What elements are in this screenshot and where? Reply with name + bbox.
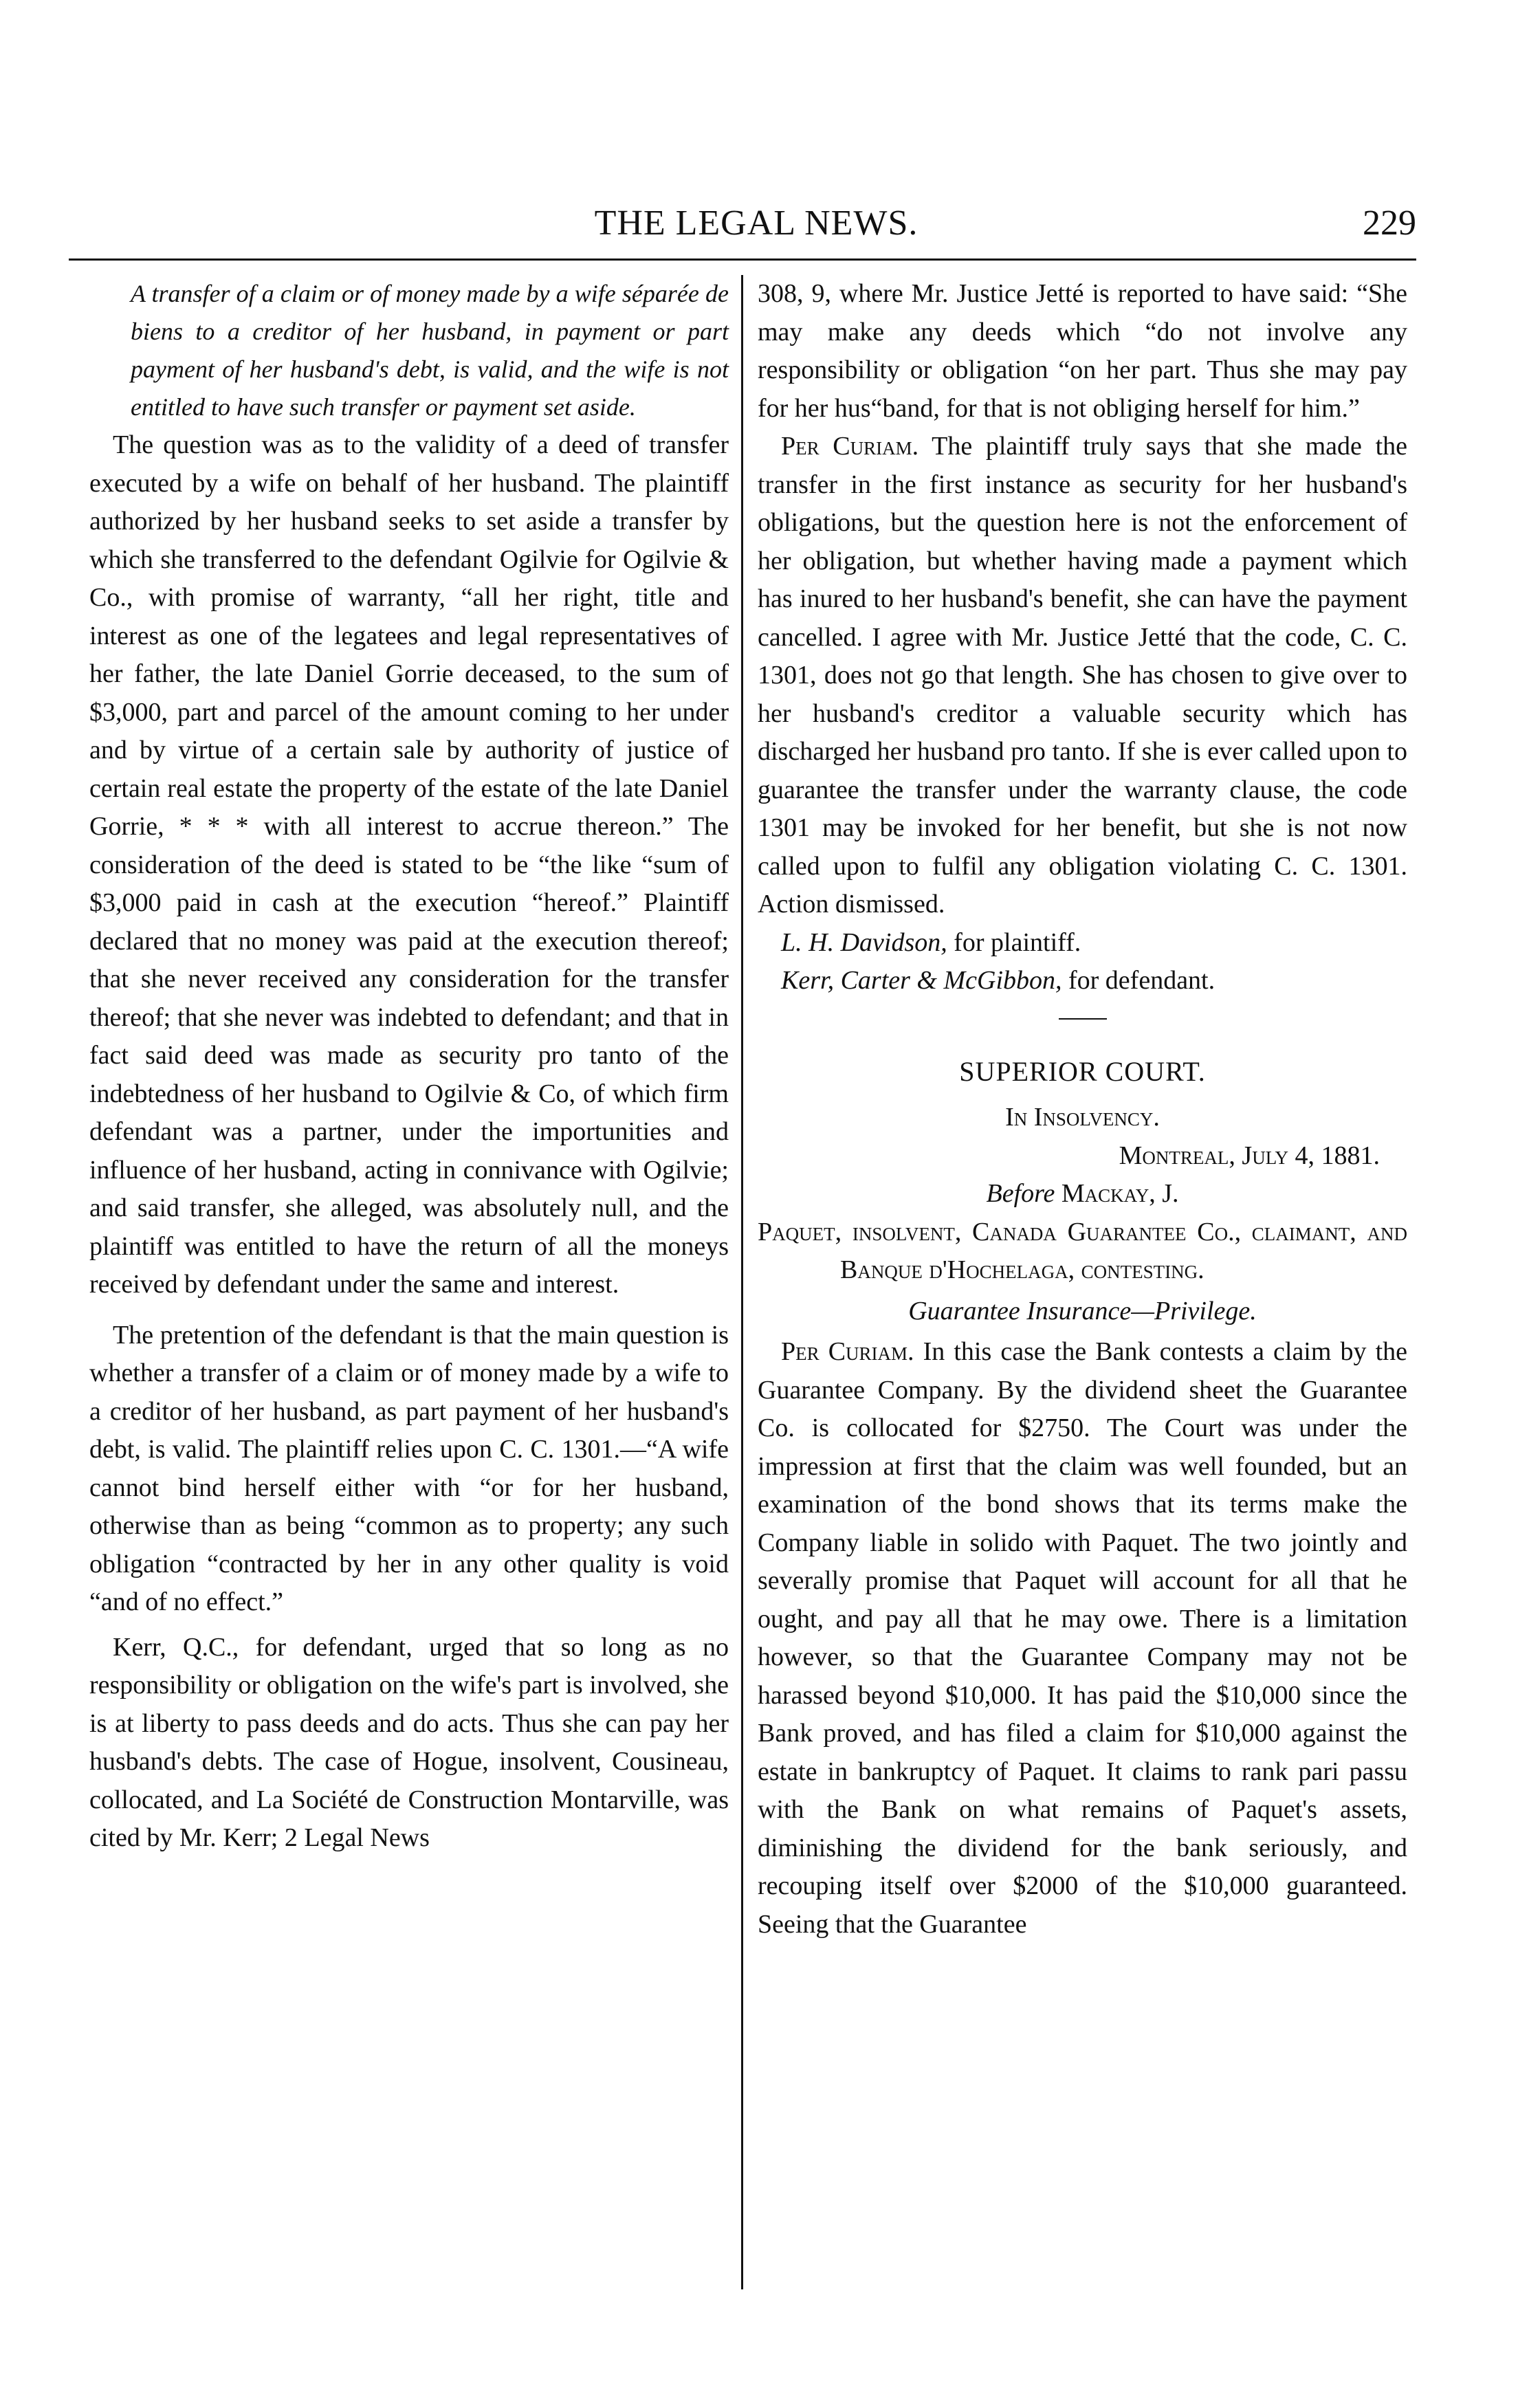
paragraph-text: In this case the Bank contests a claim by the Guarantee Company. By the dividend sheet the Guarantee Co. is collocated for $2750. The Court was under the impression at first that the claim was well founded, but an examination of the bond shows that its terms make the Company liable in solido with Paquet. The two jointly and severally promise that Paquet will account for all that he ought, and pay all that he may owe. There is a limitation however, so that the Guarantee Company may not be harassed beyond $10,000. It has paid the $10,000 since the Bank proved, and has filed a claim for $10,000 against the estate in bankruptcy of Paquet. It claims to rank pari passu with the Bank on what remains of Paquet's assets, diminishing the dividend for the bank seriously, and recouping itself over $2000 of the $10,000 guaranteed. Seeing that the Guarantee (758, 1337, 1407, 1939)
per-curiam-label: Per Curiam. (781, 432, 919, 461)
place-date: Montreal, July 4, 1881. (1119, 1141, 1380, 1170)
paragraph: Kerr, Q.C., for defendant, urged that so long as no responsibility or obligation on the wife's part is involved, she is at liberty to pass deeds and do acts. Thus she can pay her husband's debts. The case of Hogue, insolvent, Cousineau, collocated, and La Société de Construction Montarville, was cited by Mr. Kerr; 2 Legal News (89, 1632, 729, 1852)
subject-heading: Guarantee Insurance—Privilege. (908, 1296, 1257, 1326)
column-divider (741, 275, 743, 2289)
judge-name: Mackay, J. (1061, 1179, 1179, 1208)
paragraph: The question was as to the validity of a deed of transfer executed by a wife on behalf of her husband. The plaintiff authorized by her husband seeks to set aside a transfer by which she transferred to the defendant Ogilvie for Ogilvie & Co., with promise of warranty, “all her right, title and interest as one of the legatees and legal representatives of her father, the late Daniel Gorrie deceased, to the sum of $3,000, part and parcel of the amount coming to her under and by virtue of a certain sale by authority of justice of certain real estate the property of the estate of the late Daniel Gorrie, * * * with all interest to accrue thereon.” The consideration of the deed is stated to be “the like “sum of $3,000 paid in cash at the execution “hereof.” Plaintiff declared that no money was paid at the execution thereof; that she never received any consideration for the transfer thereof; that she never was indebted to defendant; and that in fact said deed was made as security pro tanto of the indebtedness of her husband to Ogilvie & Co, of which firm defendant was a partner, under the importunities and influence of her husband, acting in connivance with Ogilvie; and said transfer, she alleged, was absolutely null, and the plaintiff was entitled to have the return of all the moneys received by defendant under the same and interest. (89, 430, 729, 1299)
counsel-line (758, 924, 1407, 962)
running-head (96, 199, 1416, 254)
counsel-name: L. H. Davidson, (781, 927, 947, 957)
before-label: Before (986, 1179, 1055, 1208)
case-title: Paquet, insolvent, Canada Guarantee Co., claimant, and Banque d'Hochelaga, contesting. (758, 1217, 1407, 1284)
page-number: 229 (1363, 204, 1416, 243)
counsel-name: Kerr, Carter & McGibbon, (781, 966, 1062, 995)
right-column (758, 275, 1407, 1944)
counsel-line (758, 962, 1407, 1000)
paragraph: The pretention of the defendant is that the main question is whether a transfer of a claim or of money made by a wife to a creditor of her husband, as part payment of her husband's debt, is valid. The plaintiff relies upon C. C. 1301.—“A wife cannot bind herself either with “or for her husband, otherwise than as being “common as to property; any such obligation “contracted by her in any other quality is void “and of no effect.” (89, 1320, 729, 1616)
headnote: A transfer of a claim or of money made by a wife séparée de biens to a creditor of her husband, in payment or part payment of her husband's debt, is valid, and the wife is not entitled to have such transfer or payment set aside. (131, 280, 729, 421)
left-column (89, 275, 729, 1858)
paragraph (758, 428, 1407, 924)
counsel-role: for plaintiff. (954, 927, 1081, 957)
header-rule (69, 258, 1416, 261)
counsel-role: for defendant. (1068, 966, 1216, 995)
paragraph (758, 1333, 1407, 1944)
paragraph: 308, 9, where Mr. Justice Jetté is reported to have said: “She may make any deeds which “do not involve any responsibility or obligation “on her part. Thus she may pay for her hus“band, for that is not obliging herself for him.” (758, 279, 1407, 423)
court-subheading: In Insolvency. (1005, 1103, 1160, 1132)
per-curiam-label: Per Curiam. (781, 1337, 914, 1366)
section-rule (1059, 1018, 1107, 1020)
paragraph-text: The plaintiff truly says that she made the transfer in the first instance as security for her husband's obligations, but the question here is not the enforcement of her obligation, but whether having made a payment which has inured to her husband's benefit, she can have the payment cancelled. I agree with Mr. Justice Jetté that the code, C. C. 1301, does not go that length. She has chosen to give over to her husband's creditor a valuable security which has discharged her husband pro tanto. If she is ever called upon to guarantee the transfer under the warranty clause, the code 1301 may be invoked for her benefit, but she is not now called upon to fulfil any obligation violating C. C. 1301. Action dismissed. (758, 432, 1407, 918)
publication-title: THE LEGAL NEWS. (594, 204, 918, 243)
before-line (758, 1175, 1407, 1213)
court-heading: SUPERIOR COURT. (959, 1055, 1206, 1087)
